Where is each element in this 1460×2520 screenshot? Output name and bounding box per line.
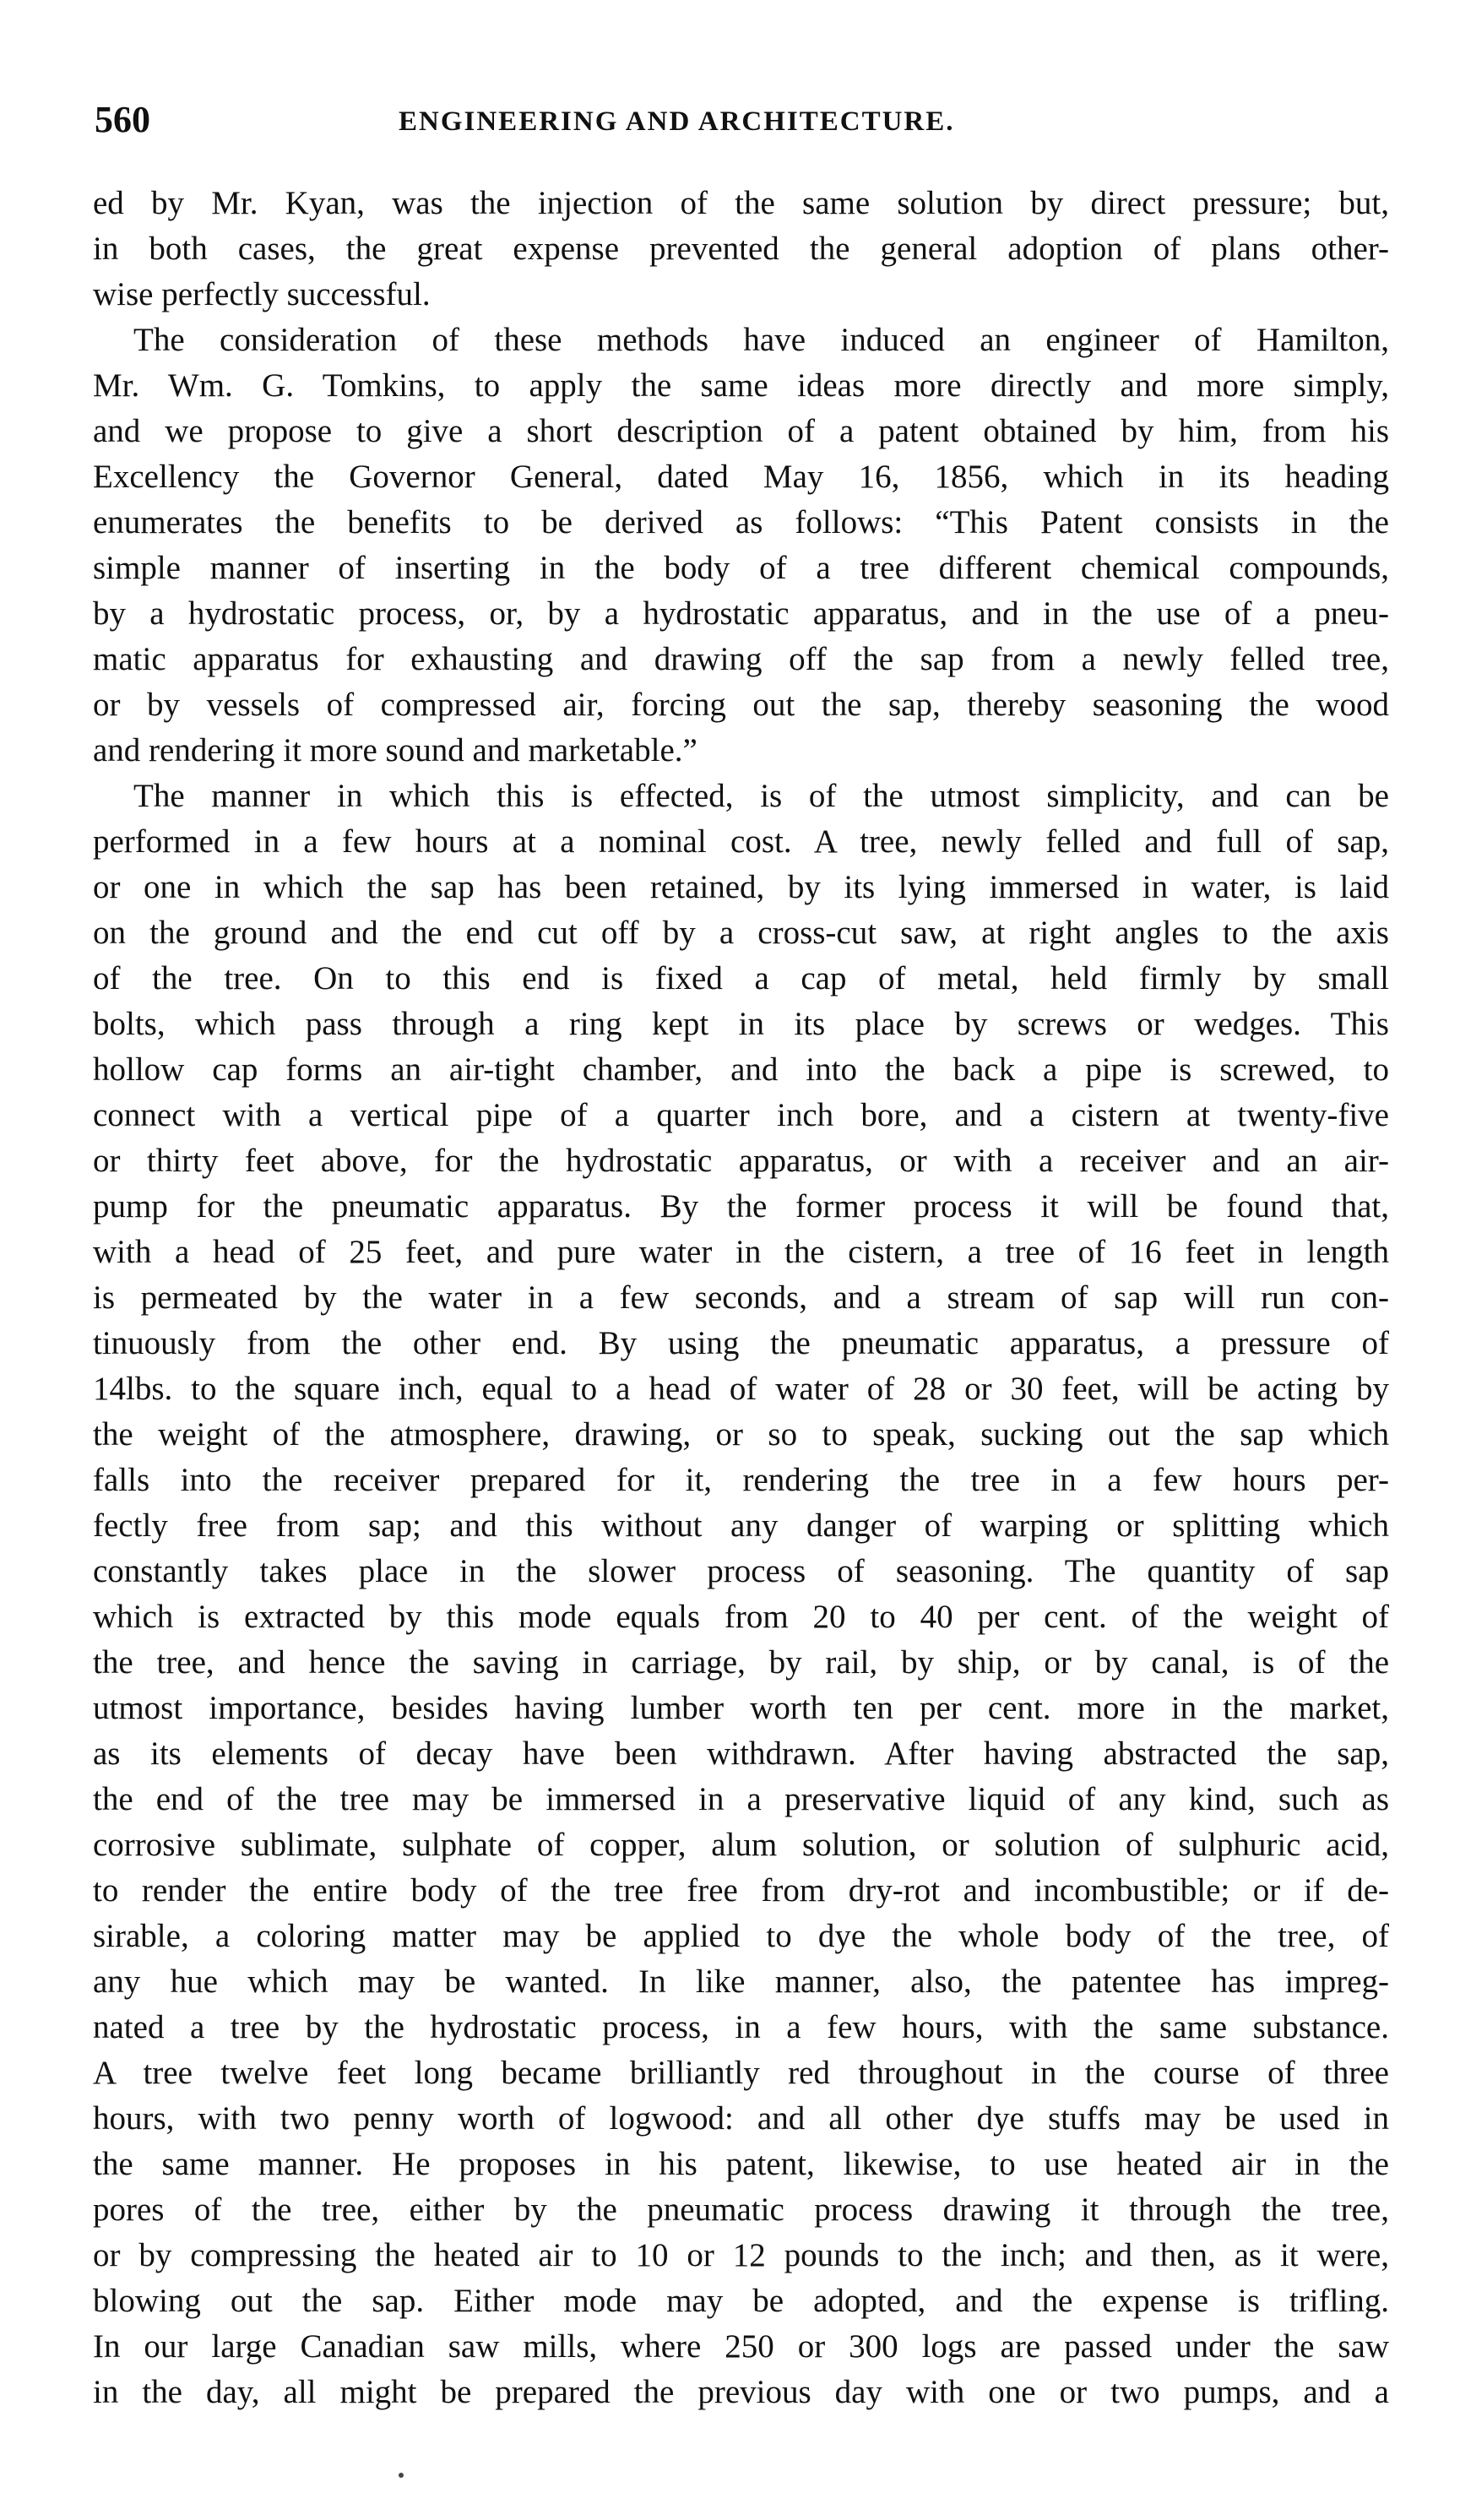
text-line: the same manner. He proposes in his patent, likewise, to use heated air in the xyxy=(93,2146,1389,2182)
text-line: In our large Canadian saw mills, where 250 or 300 logs are passed under the saw xyxy=(93,2328,1389,2365)
text-line: or by compressing the heated air to 10 or 12 pounds to the inch; and then, as it were, xyxy=(93,2237,1389,2273)
text-line: fectly free from sap; and this without any danger of warping or splitting which xyxy=(93,1507,1389,1544)
text-line: connect with a vertical pipe of a quarter inch bore, and a cistern at twenty-five xyxy=(93,1097,1389,1133)
text-line: pores of the tree, either by the pneumatic process drawing it through the tree, xyxy=(93,2191,1389,2228)
text-line: hours, with two penny worth of logwood: and all other dye stuffs may be used in xyxy=(93,2100,1389,2137)
text-line: matic apparatus for exhausting and drawing off the sap from a newly felled tree, xyxy=(93,641,1389,677)
text-line: pump for the pneumatic apparatus. By the former process it will be found that, xyxy=(93,1188,1389,1225)
text-line: wise perfectly successful. xyxy=(93,276,431,312)
text-line: to render the entire body of the tree free from dry-rot and incombustible; or if de- xyxy=(93,1872,1389,1909)
text-line: utmost importance, besides having lumber worth ten per cent. more in the market, xyxy=(93,1690,1389,1726)
text-line: The consideration of these methods have induced an engineer of Hamilton, xyxy=(133,322,1389,358)
text-line: The manner in which this is effected, is of the utmost simplicity, and can be xyxy=(133,778,1389,814)
text-line: blowing out the sap. Either mode may be adopted, and the expense is trifling. xyxy=(93,2283,1389,2319)
text-line: with a head of 25 feet, and pure water in the cistern, a tree of 16 feet in length xyxy=(93,1234,1389,1270)
page-number: 560 xyxy=(95,99,150,140)
text-line: any hue which may be wanted. In like manner, also, the patentee has impreg- xyxy=(93,1963,1389,2000)
running-title: ENGINEERING AND ARCHITECTURE. xyxy=(399,106,955,137)
text-line: and rendering it more sound and marketable.” xyxy=(93,732,697,768)
text-line: simple manner of inserting in the body of a tree different chemical compounds, xyxy=(93,550,1389,586)
text-line: Mr. Wm. G. Tomkins, to apply the same ideas more directly and more simply, xyxy=(93,367,1389,404)
text-line: the weight of the atmosphere, drawing, or so to speak, sucking out the sap which xyxy=(93,1416,1389,1453)
text-line: nated a tree by the hydrostatic process, in a few hours, with the same substance. xyxy=(93,2009,1389,2045)
text-line: or by vessels of compressed air, forcing out the sap, thereby seasoning the wood xyxy=(93,687,1389,723)
text-line: 14lbs. to the square inch, equal to a head of water of 28 or 30 feet, will be acting by xyxy=(93,1371,1389,1407)
text-line: is permeated by the water in a few seconds, and a stream of sap will run con- xyxy=(93,1279,1389,1316)
text-line: corrosive sublimate, sulphate of copper, alum solution, or solution of sulphuric acid, xyxy=(93,1827,1389,1863)
text-line: hollow cap forms an air-tight chamber, and into the back a pipe is screwed, to xyxy=(93,1051,1389,1088)
text-line: bolts, which pass through a ring kept in its place by screws or wedges. This xyxy=(93,1006,1389,1042)
text-line: on the ground and the end cut off by a cross-cut saw, at right angles to the axis xyxy=(93,915,1389,951)
text-line: falls into the receiver prepared for it, rendering the tree in a few hours per- xyxy=(93,1462,1389,1498)
text-line: which is extracted by this mode equals from 20 to 40 per cent. of the weight of xyxy=(93,1599,1389,1635)
text-line: A tree twelve feet long became brilliantly red throughout in the course of three xyxy=(93,2055,1389,2091)
text-line: the tree, and hence the saving in carriage, by rail, by ship, or by canal, is of the xyxy=(93,1644,1389,1681)
text-line: and we propose to give a short description of a patent obtained by him, from his xyxy=(93,413,1389,449)
text-line: Excellency the Governor General, dated May 16, 1856, which in its heading xyxy=(93,459,1389,495)
text-line: or one in which the sap has been retained, by its lying immersed in water, is laid xyxy=(93,869,1389,905)
text-line: as its elements of decay have been withdrawn. After having abstracted the sap, xyxy=(93,1735,1389,1772)
text-line: the end of the tree may be immersed in a preservative liquid of any kind, such as xyxy=(93,1781,1389,1817)
text-line: in the day, all might be prepared the previous day with one or two pumps, and a xyxy=(93,2374,1389,2410)
text-line: performed in a few hours at a nominal cost. A tree, newly felled and full of sap, xyxy=(93,823,1389,860)
running-head xyxy=(95,95,1387,145)
text-line: or thirty feet above, for the hydrostatic apparatus, or with a receiver and an air- xyxy=(93,1143,1389,1179)
text-line: by a hydrostatic process, or, by a hydrostatic apparatus, and in the use of a pneu- xyxy=(93,595,1389,632)
text-line: in both cases, the great expense prevented the general adoption of plans other- xyxy=(93,231,1389,267)
text-line: tinuously from the other end. By using the pneumatic apparatus, a pressure of xyxy=(93,1325,1389,1361)
text-line: ed by Mr. Kyan, was the injection of the same solution by direct pressure; but, xyxy=(93,185,1389,221)
body-text xyxy=(93,181,1389,2415)
print-speck xyxy=(399,2473,404,2478)
text-line: constantly takes place in the slower process of seasoning. The quantity of sap xyxy=(93,1553,1389,1589)
text-line: sirable, a coloring matter may be applied to dye the whole body of the tree, of xyxy=(93,1918,1389,1954)
text-line: of the tree. On to this end is fixed a cap of metal, held firmly by small xyxy=(93,960,1389,997)
text-line: enumerates the benefits to be derived as follows: “This Patent consists in the xyxy=(93,504,1389,540)
